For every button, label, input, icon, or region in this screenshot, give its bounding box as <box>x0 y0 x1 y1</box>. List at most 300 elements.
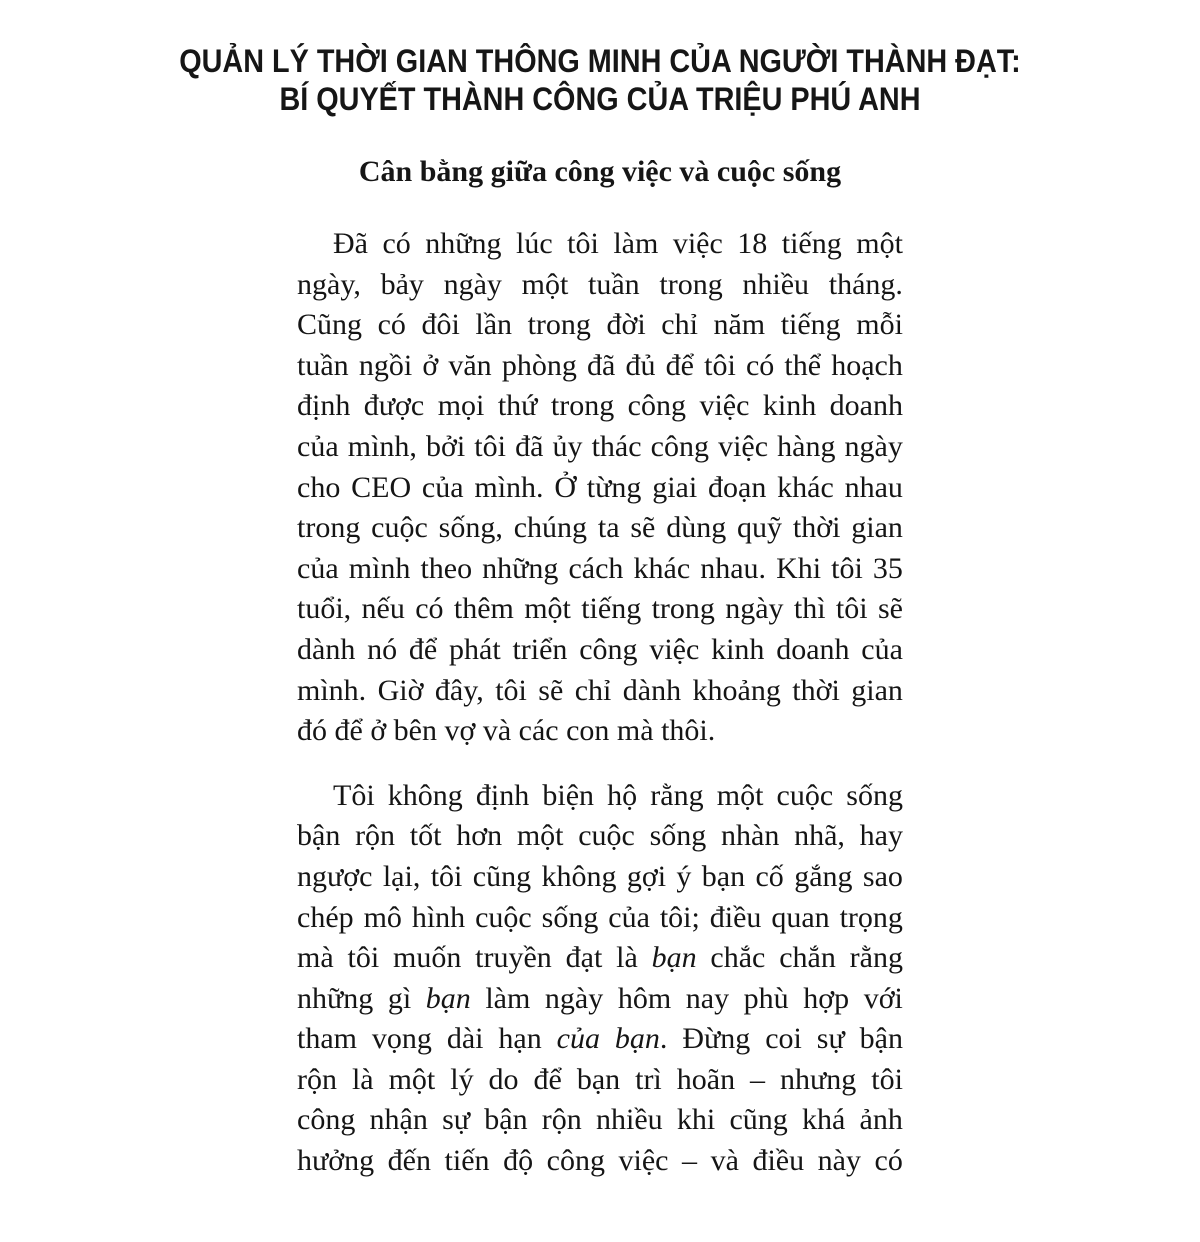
text: khác <box>777 470 834 504</box>
word <box>693 671 781 712</box>
text: đây, <box>434 673 484 707</box>
text: bởi <box>426 429 466 463</box>
text: cuộc <box>371 511 428 545</box>
text: tôi <box>474 429 506 463</box>
word <box>851 508 903 549</box>
text: dành <box>622 673 682 707</box>
word <box>547 1141 605 1182</box>
word <box>873 549 903 590</box>
text: của <box>421 470 464 504</box>
text: này <box>817 1144 861 1178</box>
text: dành <box>297 632 356 666</box>
text: ngày <box>844 429 903 463</box>
word <box>388 776 463 817</box>
word <box>552 427 582 468</box>
text: 35 <box>872 551 903 585</box>
text: nhàn <box>721 819 780 853</box>
text: điều <box>752 1144 805 1178</box>
text: để <box>533 1062 562 1096</box>
word <box>431 857 463 898</box>
text: công <box>650 429 709 463</box>
word <box>542 776 594 817</box>
word <box>498 386 538 427</box>
document-title <box>60 42 1140 118</box>
word <box>627 857 666 898</box>
word <box>765 1019 802 1060</box>
text: Giờ <box>377 673 424 707</box>
text: tuần <box>588 267 640 301</box>
text: nhã, <box>794 819 845 853</box>
word <box>542 1100 582 1141</box>
text: khá <box>802 1103 846 1137</box>
text: nhiều <box>742 267 810 301</box>
text-line <box>297 549 903 590</box>
text: ảnh <box>859 1103 903 1137</box>
text-line <box>297 224 903 265</box>
text: và <box>710 1144 739 1178</box>
text: tiếng <box>780 308 841 342</box>
text: là <box>351 1062 374 1096</box>
text: văn <box>448 348 492 382</box>
word <box>650 776 703 817</box>
italic-text: bạn <box>425 981 471 1015</box>
text-line <box>297 589 903 630</box>
text: để <box>665 348 694 382</box>
word <box>673 224 723 265</box>
text: tốt <box>409 819 442 853</box>
text: hơn <box>456 819 503 853</box>
word <box>711 630 764 671</box>
word <box>659 265 722 306</box>
text: tôi <box>871 1062 903 1096</box>
word <box>551 386 614 427</box>
text: bạn <box>576 1062 621 1096</box>
text: có <box>377 308 406 342</box>
text: khoảng <box>692 673 781 707</box>
word <box>297 1141 374 1182</box>
word <box>297 857 372 898</box>
text: trong <box>550 389 615 423</box>
word <box>297 898 354 939</box>
word <box>650 816 707 857</box>
text: coi <box>765 1022 802 1056</box>
word <box>776 549 821 590</box>
text: trì <box>635 1062 662 1096</box>
word <box>449 630 501 671</box>
word <box>439 508 503 549</box>
word <box>598 508 620 549</box>
text: hộ <box>607 778 638 812</box>
word <box>794 816 845 857</box>
word <box>587 468 642 509</box>
word <box>700 549 766 590</box>
word <box>554 468 576 509</box>
word <box>450 1060 473 1101</box>
word <box>878 589 903 630</box>
text: của <box>297 551 339 585</box>
word <box>607 776 637 817</box>
text: thứ <box>497 389 538 423</box>
word <box>362 589 405 630</box>
text: có <box>382 227 411 260</box>
text: tôi <box>567 227 599 260</box>
text: gian <box>851 511 903 545</box>
word <box>495 671 527 712</box>
word <box>347 938 379 979</box>
text: tiếng <box>781 227 842 260</box>
text: hình <box>411 900 466 934</box>
word <box>860 1019 903 1060</box>
word <box>771 898 829 939</box>
word <box>502 346 577 387</box>
word <box>382 224 410 265</box>
word <box>435 671 484 712</box>
word <box>371 508 428 549</box>
word <box>652 938 697 979</box>
text: sống <box>541 900 599 934</box>
word <box>596 1100 663 1141</box>
text: nay <box>685 981 730 1015</box>
text: cuộc <box>475 900 532 934</box>
document-title-line-2: BÍ QUYẾT THÀNH CÔNG CỦA TRIỆU PHÚ ANH <box>279 81 921 117</box>
word <box>750 1060 765 1101</box>
text: mình, <box>347 429 417 463</box>
text: nhau. <box>700 551 767 585</box>
text: của <box>608 900 650 934</box>
word <box>713 305 765 346</box>
text: hôm <box>617 981 672 1015</box>
word <box>534 1060 562 1101</box>
text: tham <box>297 1022 357 1056</box>
word <box>297 305 362 346</box>
word <box>498 1019 541 1060</box>
word <box>737 224 767 265</box>
word <box>444 265 502 306</box>
word <box>717 776 764 817</box>
word <box>515 427 543 468</box>
word <box>378 305 406 346</box>
word <box>297 427 339 468</box>
word <box>528 305 591 346</box>
text: sẽ <box>877 592 903 626</box>
text: độ <box>503 1144 534 1178</box>
text: chúng <box>513 511 588 545</box>
word <box>588 265 640 306</box>
word <box>606 305 645 346</box>
text: tiến <box>444 1144 490 1178</box>
word <box>661 305 698 346</box>
text: ngược <box>297 859 373 893</box>
word <box>370 1100 428 1141</box>
text: – <box>682 1144 698 1178</box>
document-title-line-1: QUẢN LÝ THỜI GIAN THÔNG MINH CỦA NGƯỜI THÀNH ĐẠT: <box>179 43 1021 79</box>
text: có <box>415 592 444 626</box>
text: bận <box>484 1103 528 1137</box>
word <box>297 979 373 1020</box>
text-line <box>297 265 903 306</box>
text: những <box>482 551 559 585</box>
paragraph <box>297 224 903 752</box>
section-heading: Cân bằng giữa công việc và cuộc sống <box>358 155 842 188</box>
word <box>746 346 774 387</box>
text-line <box>297 979 903 1020</box>
word <box>794 589 826 630</box>
text: 18 <box>737 227 768 260</box>
text: nó <box>367 632 398 666</box>
text: ngày <box>443 267 502 301</box>
text: tôi <box>495 673 527 707</box>
word <box>592 427 642 468</box>
word <box>297 1060 337 1101</box>
word <box>652 589 715 630</box>
text-line <box>297 1060 903 1101</box>
text: bảy <box>380 267 424 301</box>
italic-text: của <box>556 1022 600 1056</box>
word <box>568 549 623 590</box>
text-line <box>297 857 903 898</box>
word <box>863 857 903 898</box>
text: tiếng <box>581 592 642 626</box>
text: ở <box>422 348 439 382</box>
word <box>802 1100 845 1141</box>
word <box>628 386 686 427</box>
word <box>840 898 903 939</box>
word <box>777 468 834 509</box>
text: đôi <box>421 308 460 342</box>
word <box>851 671 903 712</box>
word <box>784 346 821 387</box>
text: sự <box>442 1103 471 1137</box>
text: không <box>387 778 463 812</box>
text: kinh <box>711 632 765 666</box>
word <box>541 857 616 898</box>
word <box>742 265 809 306</box>
word <box>725 589 783 630</box>
text: trong <box>527 308 591 342</box>
word <box>831 549 863 590</box>
text: lần <box>475 308 513 342</box>
word <box>297 630 355 671</box>
text: nhiều <box>596 1103 663 1137</box>
word <box>755 857 783 898</box>
text: cố <box>755 859 784 893</box>
text: chỉ <box>574 673 612 707</box>
word <box>474 427 506 468</box>
text-line <box>297 386 903 427</box>
word <box>333 224 368 265</box>
text: Ở <box>554 470 576 504</box>
word <box>355 816 395 857</box>
text: cho <box>297 470 341 504</box>
word <box>575 671 612 712</box>
word <box>864 979 903 1020</box>
word <box>860 1100 903 1141</box>
text: làm <box>485 981 531 1015</box>
word <box>623 671 681 712</box>
word <box>710 898 762 939</box>
text-line <box>297 898 903 939</box>
text: doanh <box>829 389 903 423</box>
word <box>473 857 531 898</box>
text: ủy <box>552 429 583 463</box>
text: không <box>541 859 617 893</box>
word <box>845 427 903 468</box>
italic-text: bạn <box>651 941 697 975</box>
word <box>475 898 532 939</box>
word <box>482 549 558 590</box>
word <box>677 1060 735 1101</box>
text-line <box>297 508 903 549</box>
text-line <box>297 305 903 346</box>
word <box>412 898 465 939</box>
word <box>381 265 424 306</box>
word <box>850 938 903 979</box>
word <box>475 938 552 979</box>
word <box>836 589 868 630</box>
word <box>297 938 334 979</box>
text: cuộc <box>578 819 635 853</box>
word <box>803 979 849 1020</box>
word <box>454 589 514 630</box>
word <box>677 1100 715 1141</box>
text-line <box>297 816 903 857</box>
word <box>613 224 658 265</box>
word <box>422 346 438 387</box>
word <box>297 671 366 712</box>
word <box>682 1141 697 1182</box>
word <box>557 1019 600 1060</box>
text: việc <box>699 389 750 423</box>
text: rộn <box>541 1103 582 1137</box>
text: chỉ <box>661 308 698 342</box>
word <box>442 1100 470 1141</box>
word <box>448 346 491 387</box>
text: thì <box>793 592 826 626</box>
text: gian <box>851 673 903 707</box>
text: mình <box>348 551 411 585</box>
word <box>438 386 485 427</box>
text: tuổi, <box>297 592 352 626</box>
text: hoãn <box>676 1062 736 1096</box>
word <box>388 1141 431 1182</box>
word <box>737 508 782 549</box>
word <box>871 1060 903 1101</box>
word <box>744 979 789 1020</box>
text: tôi <box>347 941 380 975</box>
text: hưởng <box>297 1144 375 1178</box>
text: rộn <box>355 819 396 853</box>
word <box>566 938 603 979</box>
word <box>845 468 903 509</box>
text: đạt <box>565 941 603 975</box>
text: việc <box>649 632 700 666</box>
text: sống <box>649 819 707 853</box>
word <box>524 589 571 630</box>
text: trong <box>651 592 715 626</box>
text: có <box>874 1144 903 1178</box>
text: tôi <box>704 348 736 382</box>
text: nhưng <box>780 1062 857 1096</box>
text: trong <box>297 511 361 545</box>
word <box>378 671 424 712</box>
word <box>426 979 471 1020</box>
text-line <box>297 1019 903 1060</box>
word <box>666 346 694 387</box>
text: giai <box>652 470 698 504</box>
text: việc <box>672 227 723 260</box>
text: mô <box>363 900 402 934</box>
word <box>297 386 350 427</box>
word <box>388 979 411 1020</box>
word <box>456 816 502 857</box>
word <box>752 1141 804 1182</box>
text: rằng <box>849 941 903 975</box>
word <box>364 898 402 939</box>
text: đến <box>387 1144 431 1178</box>
word <box>782 224 842 265</box>
word <box>445 1141 490 1182</box>
text: một <box>516 819 564 853</box>
text: mỗi <box>856 308 903 342</box>
text: thác <box>591 429 642 463</box>
word <box>577 1060 620 1101</box>
text-line <box>297 427 903 468</box>
text: khi <box>676 1103 716 1137</box>
word <box>485 979 530 1020</box>
text-line <box>297 1100 903 1141</box>
text: cũng <box>729 1103 788 1137</box>
text: sẽ <box>630 511 656 545</box>
text: hàng <box>777 429 836 463</box>
word <box>359 346 412 387</box>
text: Khi <box>776 551 822 585</box>
text: chắn <box>779 941 836 975</box>
word <box>856 224 903 265</box>
word <box>297 589 351 630</box>
word <box>484 1100 527 1141</box>
text: vọng <box>371 1022 432 1056</box>
word <box>297 468 340 509</box>
word <box>676 857 691 898</box>
text: trọng <box>839 900 903 934</box>
word <box>447 1019 484 1060</box>
word <box>348 427 417 468</box>
text: Đừng <box>682 1022 751 1056</box>
word <box>682 1019 750 1060</box>
text: tôi; <box>659 900 700 934</box>
word <box>333 776 375 817</box>
text: thời <box>792 511 841 545</box>
text-line <box>297 711 903 752</box>
word <box>542 898 599 939</box>
text: phù <box>743 981 789 1015</box>
text: của <box>861 632 903 666</box>
text-line <box>297 630 903 671</box>
text: có <box>745 348 775 382</box>
word <box>634 549 691 590</box>
word <box>393 938 461 979</box>
text: chắc <box>710 941 766 975</box>
text: tháng. <box>828 267 903 301</box>
word <box>830 386 903 427</box>
text: công <box>627 389 686 423</box>
text: tôi <box>835 592 868 626</box>
text: lúc <box>516 227 553 260</box>
word <box>422 468 464 509</box>
text: phát <box>449 632 501 666</box>
word <box>794 857 852 898</box>
text: đời <box>606 308 646 342</box>
